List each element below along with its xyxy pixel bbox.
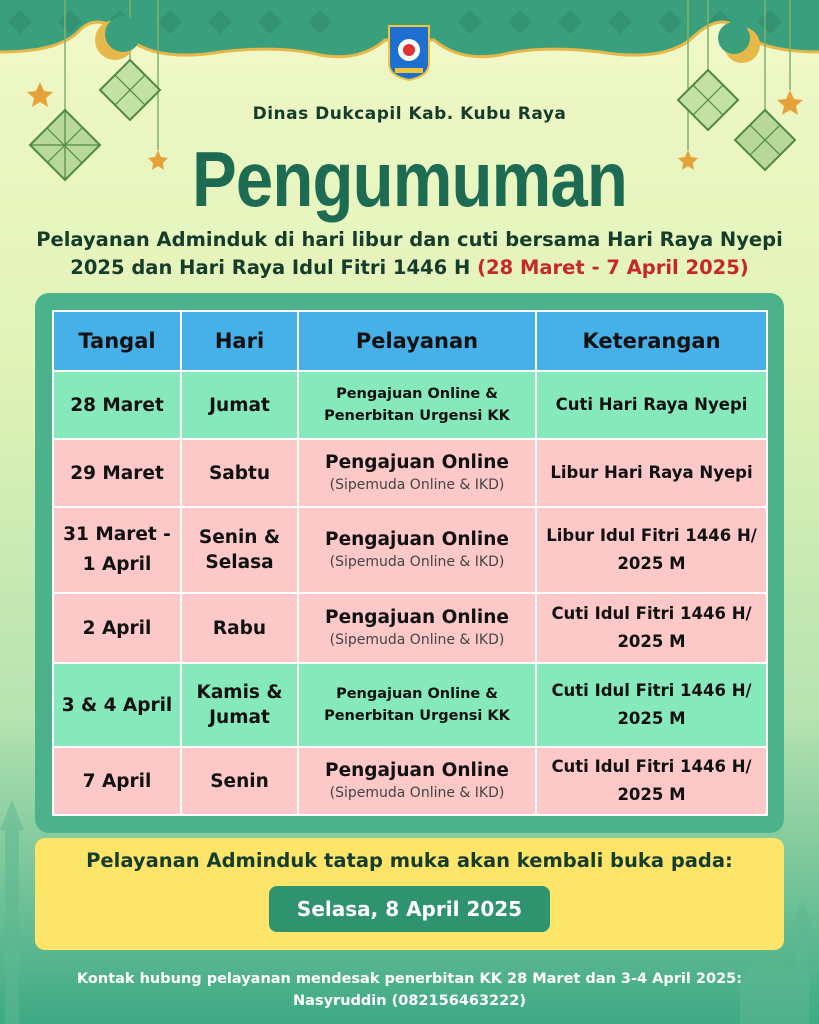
table-row [53,439,767,507]
cell-hari: Senin & Selasa [181,507,298,593]
reopen-date-badge: Selasa, 8 April 2025 [269,886,550,932]
footer-contact [0,968,819,1012]
crescent-moon-icon [718,22,760,63]
pelayanan-sub: (Sipemuda Online & IKD) [329,632,505,648]
table-row [53,507,767,593]
cell-keterangan: Cuti Idul Fitri 1446 H/ 2025 M [536,593,767,663]
subtitle-line2: 2025 dan Hari Raya Idul Fitri 1446 H [70,256,471,279]
cell-keterangan: Libur Idul Fitri 1446 H/ 2025 M [536,507,767,593]
table-header-row [53,311,767,371]
footer-line1: Kontak hubung pelayanan mendesak penerbitan KK 28 Maret dan 3-4 April 2025: [76,971,743,987]
org-name: Dinas Dukcapil Kab. Kubu Raya [252,104,567,124]
pelayanan-main: Pengajuan Online [325,529,509,550]
cell-hari: Sabtu [181,439,298,507]
schedule-table [52,310,768,816]
cell-tanggal: 3 & 4 April [53,663,181,747]
pelayanan-sub: (Sipemuda Online & IKD) [329,554,505,570]
regency-logo [387,24,431,82]
pelayanan-sub: (Sipemuda Online & IKD) [329,477,505,493]
cell-tanggal: 31 Maret - 1 April [53,507,181,593]
column-header-keterangan: Keterangan [536,311,767,371]
column-header-tanggal: Tangal [53,311,181,371]
pelayanan-main: Pengajuan Online [325,607,509,628]
crescent-moon-icon [95,16,141,60]
column-header-hari: Hari [181,311,298,371]
cell-pelayanan [298,507,536,593]
cell-hari: Rabu [181,593,298,663]
table-row [53,371,767,439]
cell-keterangan: Cuti Idul Fitri 1446 H/ 2025 M [536,747,767,815]
pelayanan-main: Pengajuan Online [325,760,509,781]
pelayanan-sub: Penerbitan Urgensi KK [324,708,510,724]
cell-hari: Jumat [181,371,298,439]
subtitle [10,226,809,282]
table-row [53,747,767,815]
subtitle-line1: Pelayanan Adminduk di hari libur dan cuti bersama Hari Raya Nyepi [36,228,783,251]
cell-pelayanan [298,371,536,439]
subtitle-date-range: (28 Maret - 7 April 2025) [477,256,749,279]
cell-hari: Senin [181,747,298,815]
table-row [53,663,767,747]
cell-tanggal: 2 April [53,593,181,663]
page-title: Pengumuman [192,135,627,223]
cell-pelayanan [298,663,536,747]
cell-pelayanan [298,747,536,815]
cell-tanggal: 7 April [53,747,181,815]
pelayanan-main: Pengajuan Online & [336,686,498,702]
cell-keterangan: Cuti Hari Raya Nyepi [536,371,767,439]
cell-tanggal: 28 Maret [53,371,181,439]
cell-keterangan: Libur Hari Raya Nyepi [536,439,767,507]
cell-keterangan: Cuti Idul Fitri 1446 H/ 2025 M [536,663,767,747]
notice-text: Pelayanan Adminduk tatap muka akan kembali buka pada: [86,849,733,872]
cell-pelayanan [298,439,536,507]
pelayanan-main: Pengajuan Online & [336,386,498,402]
pelayanan-main: Pengajuan Online [325,452,509,473]
cell-pelayanan [298,593,536,663]
cell-hari: Kamis & Jumat [181,663,298,747]
column-header-pelayanan: Pelayanan [298,311,536,371]
pelayanan-sub: Penerbitan Urgensi KK [324,408,510,424]
cell-tanggal: 29 Maret [53,439,181,507]
table-row [53,593,767,663]
pelayanan-sub: (Sipemuda Online & IKD) [329,785,505,801]
footer-line2: Nasyruddin (082156463222) [293,993,526,1009]
